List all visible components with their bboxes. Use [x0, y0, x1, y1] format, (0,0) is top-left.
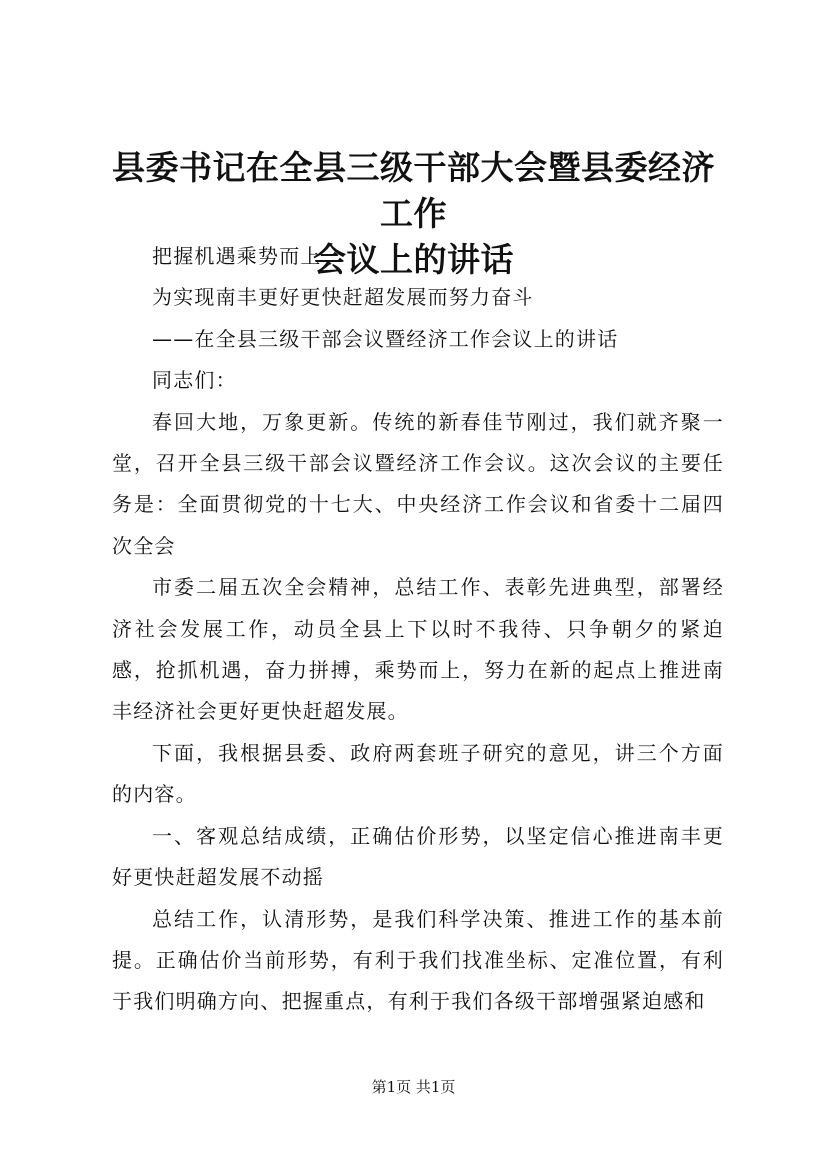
- body-paragraph: 市委二届五次全会精神，总结工作、表彰先进典型，部署经济社会发展工作，动员全县上下以时不我待、只争朝夕的紧迫感，抢抓机遇，奋力拼搏，乘势而上，努力在新的起点上推进南丰经济社会更好更快赶超发展。: [112, 575, 724, 724]
- subtitle-paragraph: 为实现南丰更好更快赶超发展而努力奋斗: [152, 285, 534, 310]
- subtitle-paragraph: ——在全县三级干部会议暨经济工作会议上的讲话: [152, 326, 619, 351]
- title-line-2: 会议上的讲话: [313, 240, 514, 279]
- title-line-1: 县委书记在全县三级干部大会暨县委经济工作: [112, 148, 715, 233]
- page-footer: 第1页 共1页: [371, 1078, 456, 1096]
- subtitle-paragraph: 把握机遇乘势而上: [152, 244, 322, 268]
- body-paragraph: 总结工作，认清形势，是我们科学决策、推进工作的基本前提。正确估价当前形势，有利于我们找准坐标、定准位置，有利于我们明确方向、把握重点，有利于我们各级干部增强紧迫感和: [112, 906, 724, 1014]
- body-paragraph: 下面，我根据县委、政府两套班子研究的意见，讲三个方面的内容。: [112, 740, 724, 807]
- document-body: [112, 236, 724, 1023]
- section-heading: 一、客观总结成绩，正确估价形势，以坚定信心推进南丰更好更快赶超发展不动摇: [112, 823, 724, 890]
- salutation: 同志们：: [152, 368, 237, 393]
- body-paragraph: 春回大地，万象更新。传统的新春佳节刚过，我们就齐聚一堂，召开全县三级干部会议暨经济工作会议。这次会议的主要任务是：全面贯彻党的十七大、中央经济工作会议和省委十二届四次全会: [112, 409, 724, 558]
